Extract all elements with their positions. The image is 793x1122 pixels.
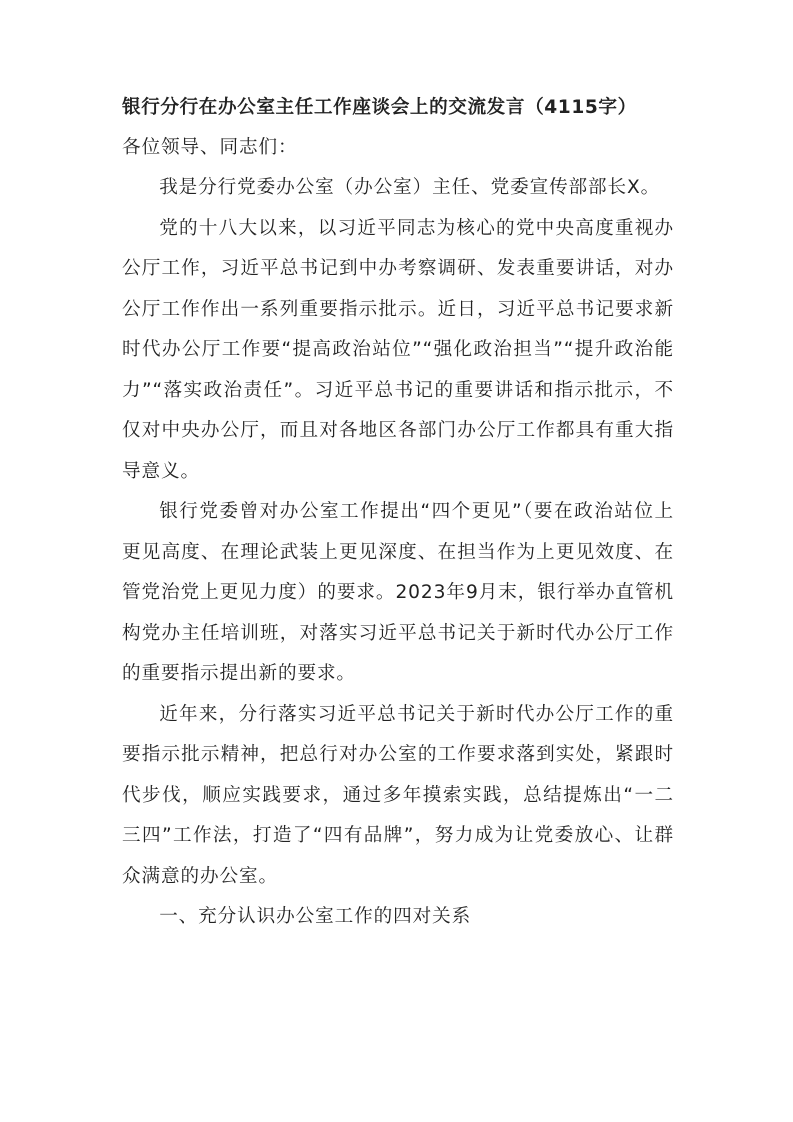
document-title: 银行分行在办公室主任工作座谈会上的交流发言（4115字） [122, 97, 637, 118]
document-page [122, 94, 674, 938]
paragraph-requirements: 银行党委曾对办公室工作提出“四个更见”（要在政治站位上更见高度、在理论武装上更见深度、在担当作为上更见效度、在管党治党上更见力度）的要求。2023年9月末，银行举办直管机构党办主任培训班，对落实习近平总书记关于新时代办公厅工作的重要指示提出新的要求。 [122, 501, 674, 684]
paragraph-practice: 近年来，分行落实习近平总书记关于新时代办公厅工作的重要指示批示精神，把总行对办公室的工作要求落到实处，紧跟时代步伐，顺应实践要求，通过多年摸索实践，总结提炼出“一二三四”工作法，打造了“四有品牌”，努力成为让党委放心、让群众满意的办公室。 [122, 703, 674, 887]
salutation: 各位领导、同志们： [122, 137, 298, 158]
paragraph-intro: 我是分行党委办公室（办公室）主任、党委宣传部部长X。 [159, 177, 661, 198]
paragraph-background: 党的十八大以来，以习近平同志为核心的党中央高度重视办公厅工作，习近平总书记到中办考察调研、发表重要讲话，对办公厅工作作出一系列重要指示批示。近日，习近平总书记要求新时代办公厅工作要“提高政治站位”“强化政治担当”“提升政治能力”“落实政治责任”。习近平总书记的重要讲话和指示批示，不仅对中央办公厅，而且对各地区各部门办公厅工作都具有重大指导意义。 [122, 217, 674, 482]
section-heading: 一、充分认识办公室工作的四对关系 [159, 906, 472, 927]
